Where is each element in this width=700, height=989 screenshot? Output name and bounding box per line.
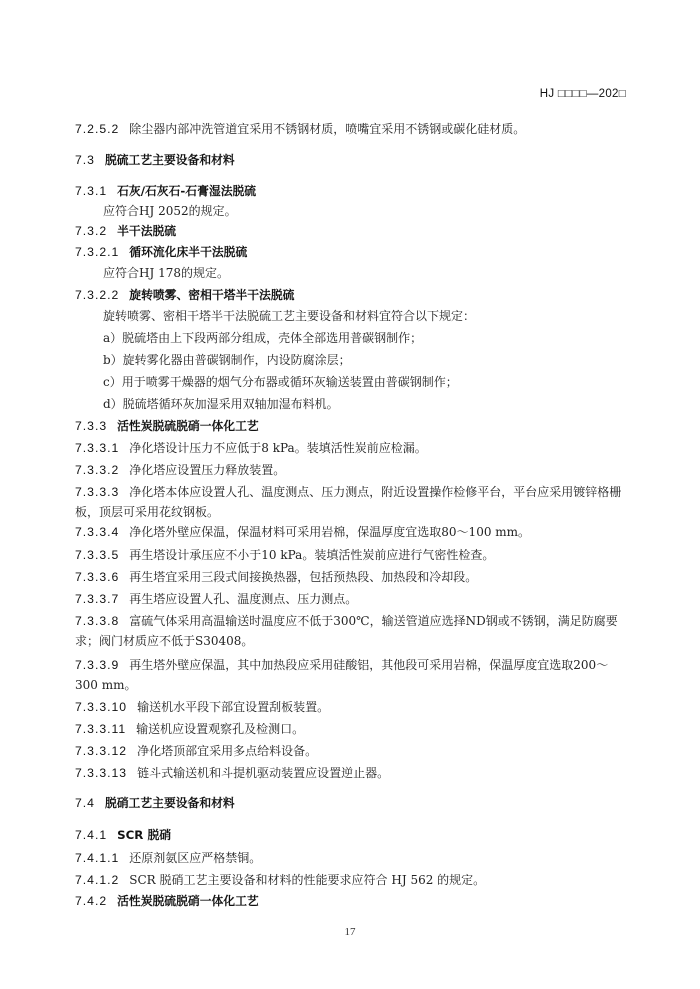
section-title: 半干法脱硫: [117, 224, 177, 238]
section-heading-7-3: [75, 152, 630, 168]
clause-7-3-3-3: [75, 482, 630, 522]
clause-text: 输送机应设置观察孔及检测口。: [136, 722, 305, 736]
clause-text: 富硫气体采用高温输送时温度应不低于300℃，输送管道应选择ND钢或不锈钢，满足防腐要求；阀门材质应不低于S30408。: [75, 614, 618, 648]
clause-text: 除尘器内部冲洗管道宜采用不锈钢材质，喷嘴宜采用不锈钢或碳化硅材质。: [129, 122, 526, 136]
clause-number: 7.4.1.1: [75, 851, 120, 865]
section-title: 脱硫工艺主要设备和材料: [104, 153, 235, 167]
section-title: 活性炭脱硫脱硝一体化工艺: [117, 419, 259, 433]
clause-number: 7.3.3.11: [75, 722, 127, 736]
clause-number: 7.3.3.12: [75, 744, 128, 758]
clause-number: 7.4.1.2: [75, 873, 120, 887]
clause-number: 7.2.5.2: [75, 122, 120, 136]
body-text-content: 旋转喷雾、密相干塔半干法脱硫工艺主要设备和材料宜符合以下规定：: [103, 309, 476, 323]
clause-7-3-3-12: [75, 743, 630, 759]
clause-number: 7.3.3.7: [75, 592, 120, 606]
list-item-a: [103, 330, 630, 346]
clause-number: 7.3.3.4: [75, 525, 120, 539]
clause-7-4-1-2: [75, 872, 630, 888]
clause-7-3-3-2: [75, 462, 630, 478]
clause-number: 7.3.3.13: [75, 766, 128, 780]
clause-number: 7.3.3.1: [75, 441, 120, 455]
subsection-heading-7-3-3: [75, 418, 630, 434]
section-title: 石灰/石灰石-石膏湿法脱硫: [117, 184, 257, 198]
clause-text: 净化塔应设置压力释放装置。: [129, 463, 286, 477]
section-number: 7.4.1: [75, 828, 108, 842]
document-code-header: HJ □□□□—202□: [539, 88, 626, 100]
clause-text: 输送机水平段下部宜设置刮板装置。: [137, 700, 330, 714]
clause-text: 链斗式输送机和斗提机驱动装置应设置逆止器。: [137, 766, 390, 780]
clause-text: 净化塔顶部宜采用多点给料设备。: [137, 744, 318, 758]
list-item-b: [103, 352, 630, 368]
body-text-content: 应符合HJ 178的规定。: [103, 266, 229, 280]
section-title: 活性炭脱硫脱硝一体化工艺: [117, 894, 259, 908]
section-number: 7.4: [75, 796, 95, 810]
clause-7-3-3-10: [75, 699, 630, 715]
clause-7-3-3-11: [75, 721, 630, 737]
body-text: [103, 265, 630, 281]
clause-7-3-3-1: [75, 440, 630, 456]
list-item-text: c）用于喷雾干燥器的烟气分布器或循环灰输送装置由普碳钢制作；: [103, 375, 458, 389]
clause-7-3-3-8: [75, 611, 630, 651]
clause-text: 净化塔本体应设置人孔、温度测点、压力测点，附近设置操作检修平台，平台应采用镀锌格栅板，顶层可采用花纹钢板。: [75, 485, 622, 519]
clause-text: 净化塔外壁应保温，保温材料可采用岩棉，保温厚度宜选取80～100 mm。: [129, 525, 531, 539]
clause-number: 7.3.3.10: [75, 700, 128, 714]
section-title: SCR 脱硝: [117, 828, 172, 842]
subsection-heading-7-3-2: [75, 223, 630, 239]
section-number: 7.3.2: [75, 224, 108, 238]
subsection-heading-7-4-1: [75, 827, 630, 843]
section-number: 7.4.2: [75, 894, 108, 908]
body-text: [103, 308, 630, 324]
clause-number: 7.3.3.3: [75, 485, 120, 499]
list-item-text: d）脱硫塔循环灰加湿采用双轴加湿布料机。: [103, 397, 339, 411]
section-number: 7.3.1: [75, 184, 108, 198]
section-number: 7.3.3: [75, 419, 108, 433]
list-item-d: [103, 396, 630, 412]
list-item-text: a）脱硫塔由上下段两部分组成，壳体全部选用普碳钢制作；: [103, 331, 423, 345]
list-item-text: b）旋转雾化器由普碳钢制作，内设防腐涂层；: [103, 353, 351, 367]
section-number: 7.3.2.2: [75, 288, 120, 302]
clause-text: 还原剂氨区应严格禁铜。: [129, 851, 262, 865]
clause-7-4-1-1: [75, 850, 630, 866]
section-number: 7.3: [75, 153, 95, 167]
clause-number: 7.3.3.8: [75, 614, 120, 628]
list-item-c: [103, 374, 630, 390]
clause-7-3-3-4: [75, 524, 630, 540]
subsection-heading-7-4-2: [75, 893, 630, 909]
clause-number: 7.3.3.5: [75, 548, 120, 562]
clause-text: 再生塔宜采用三段式间接换热器，包括预热段、加热段和冷却段。: [129, 570, 478, 584]
clause-number: 7.3.3.9: [75, 658, 120, 672]
section-number: 7.3.2.1: [75, 245, 120, 259]
clause-7-3-3-7: [75, 591, 630, 607]
subsection-heading-7-3-1: [75, 183, 630, 199]
clause-text: 再生塔外壁应保温，其中加热段应采用硅酸铝，其他段可采用岩棉，保温厚度宜选取200～300 mm。: [75, 658, 609, 692]
clause-number: 7.3.3.6: [75, 570, 120, 584]
clause-7-3-3-13: [75, 765, 630, 781]
section-heading-7-4: [75, 795, 630, 811]
section-title: 循环流化床半干法脱硫: [129, 245, 248, 259]
page-number: 17: [344, 926, 356, 938]
clause-text: 再生塔设计承压应不小于10 kPa。装填活性炭前应进行气密性检查。: [129, 548, 495, 562]
section-title: 旋转喷雾、密相干塔半干法脱硫: [129, 288, 295, 302]
clause-text: 净化塔设计压力不应低于8 kPa。装填活性炭前应检漏。: [129, 441, 427, 455]
body-text: [103, 203, 630, 219]
clause-7-3-3-5: [75, 547, 630, 563]
clause-7-2-5-2: [75, 121, 630, 137]
subsection-heading-7-3-2-2: [75, 287, 630, 303]
clause-7-3-3-6: [75, 569, 630, 585]
section-title: 脱硝工艺主要设备和材料: [104, 796, 235, 810]
clause-7-3-3-9: [75, 655, 630, 695]
clause-text: SCR 脱硝工艺主要设备和材料的性能要求应符合 HJ 562 的规定。: [129, 873, 486, 887]
clause-number: 7.3.3.2: [75, 463, 120, 477]
clause-text: 再生塔应设置人孔、温度测点、压力测点。: [129, 592, 358, 606]
body-text-content: 应符合HJ 2052的规定。: [103, 204, 237, 218]
subsection-heading-7-3-2-1: [75, 244, 630, 260]
